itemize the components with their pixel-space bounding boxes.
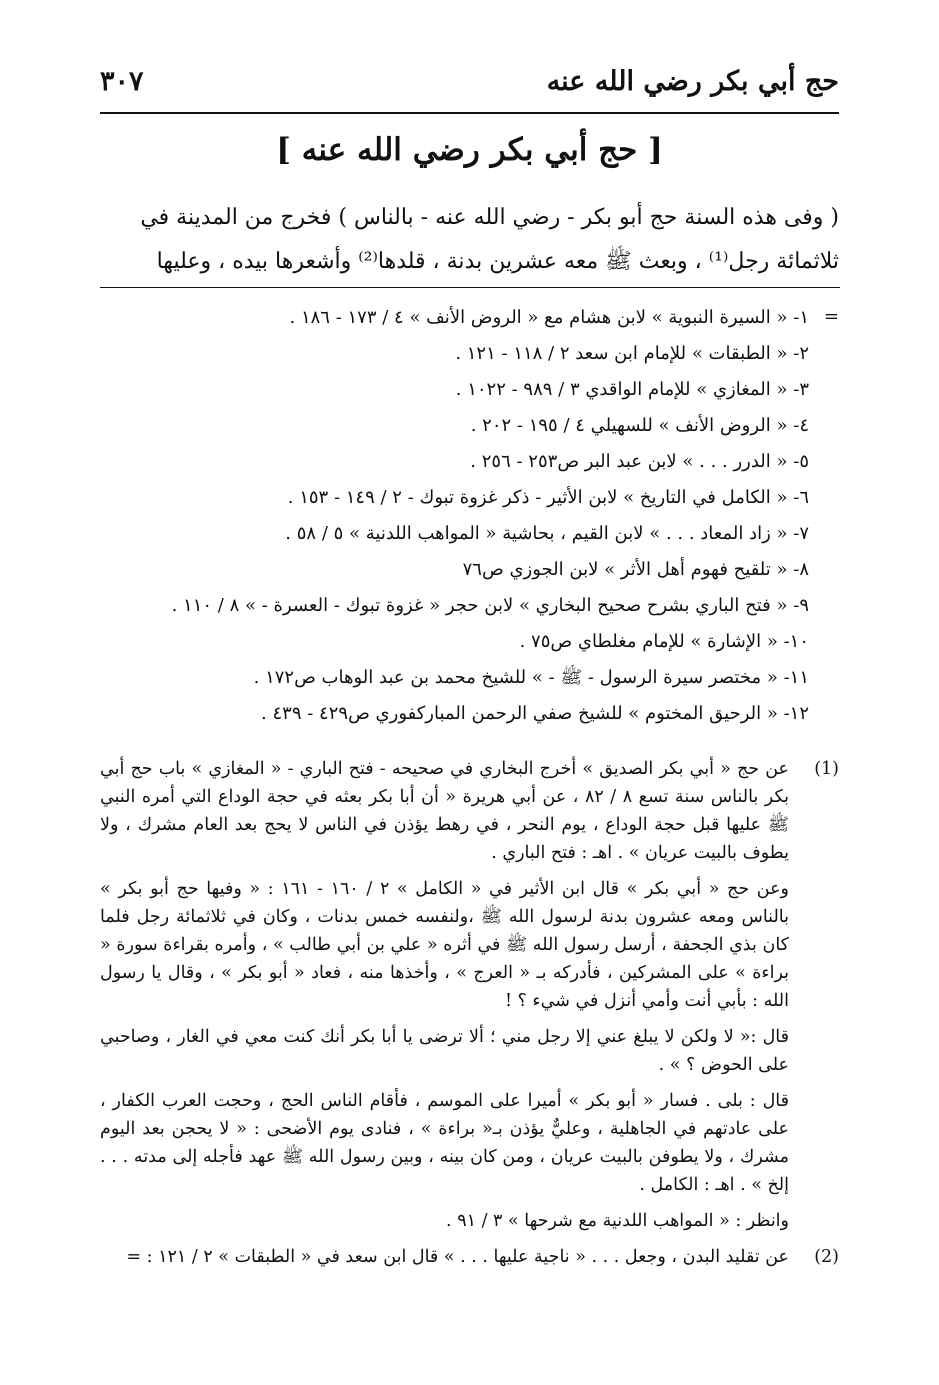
footnotes bbox=[100, 755, 839, 1279]
chapter-title: [ حج أبي بكر رضي الله عنه ] bbox=[276, 132, 663, 168]
main-text-line: ( وفى هذه السنة حج أبو بكر - رضي الله عنه - بالناس ) فخرج من المدينة في bbox=[140, 205, 839, 230]
footnote-1 bbox=[100, 755, 839, 1235]
footnote-paragraph: قال :« لا ولكن لا يبلغ عني إلا رجل مني ؛ ألا ترضى يا أبا بكر أنك كنت معي في الغار ، وصاحبي على الحوض ؟ » . bbox=[100, 1027, 789, 1075]
reference-item: ١٠- « الإشارة » للإمام مغلطاي ص٧٥ . bbox=[519, 631, 809, 652]
footnote-paragraph: قال : بلى . فسار « أبو بكر » أميرا على الموسم ، فأقام الناس الحج ، وحجت العرب الكفار ، على عادتهم في الجاهلية ، وعليٌّ يؤذن بـ« براءة » ، فنادى يوم الأضحى : « لا يحجن بعد اليوم مشرك ، ولا يطوفن بالبيت عريان ، ومن كان بينه ، وبين رسول الله ﷺ عهد فأجله إلى مدته . . . إلخ » . اهـ : الكامل . bbox=[100, 1091, 789, 1195]
reference-item: ٦- « الكامل في التاريخ » لابن الأثير - ذكر غزوة تبوك - ٢ / ١٤٩ - ١٥٣ . bbox=[287, 487, 809, 508]
reference-item: ٨- « تلقيح فهوم أهل الأثر » لابن الجوزي ص٧٦ bbox=[462, 559, 809, 580]
running-title: حج أبي بكر رضي الله عنه bbox=[546, 66, 839, 97]
reference-list bbox=[100, 300, 809, 732]
footnote-number: (2) bbox=[814, 1247, 839, 1267]
main-text-line: ثلاثمائة رجل⁽¹⁾ ، وبعث ﷺ معه عشرين بدنة ، قلدها⁽²⁾ وأشعرها بيده ، وعليها bbox=[156, 249, 839, 274]
continuation-mark: = bbox=[823, 306, 839, 327]
page-number: ٣٠٧ bbox=[100, 66, 144, 97]
running-header bbox=[100, 62, 839, 114]
reference-item: ٥- « الدرر . . . » لابن عبد البر ص٢٥٣ - ٢٥٦ . bbox=[470, 451, 809, 472]
reference-item: ١٢- « الرحيق المختوم » للشيخ صفي الرحمن المباركفوري ص٤٢٩ - ٤٣٩ . bbox=[261, 703, 809, 724]
footnote-2 bbox=[100, 1243, 839, 1271]
footnote-separator bbox=[100, 287, 840, 288]
footnote-paragraph: وانظر : « المواهب اللدنية مع شرحها » ٣ / ٩١ . bbox=[446, 1211, 789, 1231]
main-text bbox=[100, 196, 839, 284]
reference-item: ٢- « الطبقات » للإمام ابن سعد ٢ / ١١٨ - ١٢١ . bbox=[455, 343, 809, 364]
reference-item: ٩- « فتح الباري بشرح صحيح البخاري » لابن حجر « غزوة تبوك - العسرة - » ٨ / ١١٠ . bbox=[171, 595, 809, 616]
reference-item: ٣- « المغازي » للإمام الواقدي ٣ / ٩٨٩ - ١٠٢٢ . bbox=[455, 379, 809, 400]
reference-item: ٤- « الروض الأنف » للسهيلي ٤ / ١٩٥ - ٢٠٢ . bbox=[470, 415, 809, 436]
footnote-paragraph: وعن حج « أبي بكر » قال ابن الأثير في « الكامل » ٢ / ١٦٠ - ١٦١ : « وفيها حج أبو بكر » بالناس ومعه عشرون بدنة لرسول الله ﷺ ،ولنفسه خمس بدنات ، وكان في ثلاثمائة رجل فلما كان بذي الجحفة ، أرسل رسول الله ﷺ في أثره « علي بن أبي طالب » ، وأمره بقراءة سورة « براءة » على المشركين ، فأدركه بـ « العرج » ، وأخذها منه ، فعاد « أبو بكر » ، وقال يا رسول الله : بأبي أنت وأمي أنزل في شيء ؟ ! bbox=[100, 879, 789, 1011]
reference-item: ١١- « مختصر سيرة الرسول - ﷺ - » للشيخ محمد بن عبد الوهاب ص١٧٢ . bbox=[253, 667, 809, 688]
reference-item: ١- « السيرة النبوية » لابن هشام مع « الروض الأنف » ٤ / ١٧٣ - ١٨٦ . bbox=[289, 307, 809, 328]
footnote-paragraph: عن تقليد البدن ، وجعل . . . « ناجية عليها . . . » قال ابن سعد في « الطبقات » ٢ / ١٢١ : = bbox=[126, 1247, 789, 1267]
footnote-number: (1) bbox=[814, 759, 839, 779]
footnote-paragraph: عن حج « أبي بكر الصديق » أخرج البخاري في صحيحه - فتح الباري - « المغازي » باب حج أبي بكر بالناس سنة تسع ٨ / ٨٢ ، عن أبي هريرة « أن أبا بكر بعثه في حجة الوداع التي أمره النبي ﷺ عليها قبل حجة الوداع ، يوم النحر ، في رهط يؤذن في الناس لا يحج بعد العام مشرك ، ولا يطوف بالبيت عريان » . اهـ : فتح الباري . bbox=[100, 759, 789, 863]
reference-item: ٧- « زاد المعاد . . . » لابن القيم ، بحاشية « المواهب اللدنية » ٥ / ٥٨ . bbox=[285, 523, 809, 544]
